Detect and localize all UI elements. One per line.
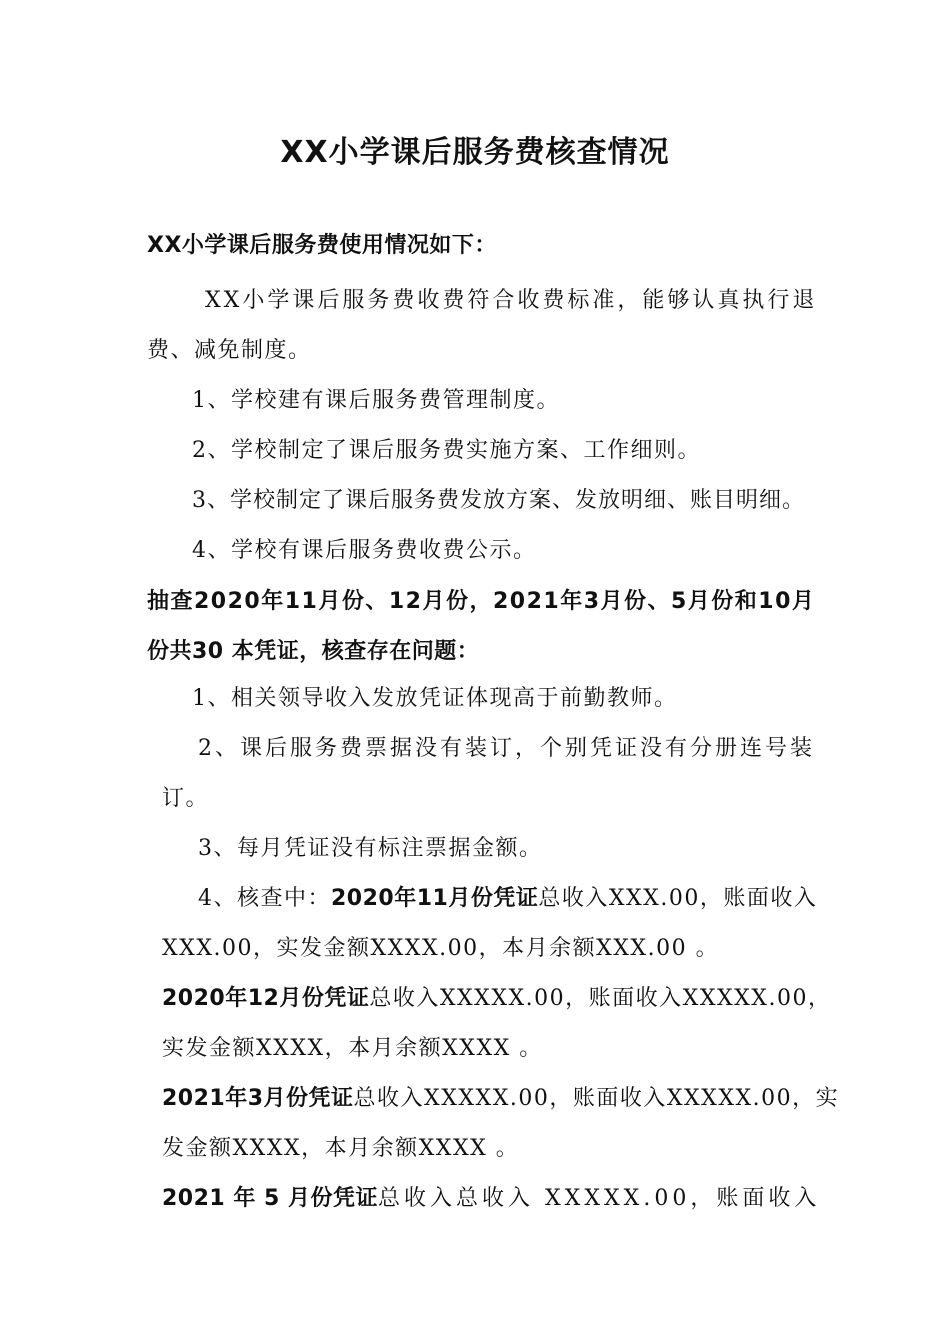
section1-heading: XX小学课后服务费使用情况如下： bbox=[147, 233, 497, 258]
section1-item-1: 1、学校建有课后服务费管理制度。 bbox=[192, 388, 560, 413]
section1-item-3: 3、学校制定了课后服务费发放方案、发放明细、账目明细。 bbox=[192, 488, 805, 513]
section2-item-2-cont: 订。 bbox=[162, 786, 210, 811]
section1-item-2: 2、学校制定了课后服务费实施方案、工作细则。 bbox=[192, 438, 701, 463]
document-title: XX小学课后服务费核查情况 bbox=[280, 135, 670, 170]
month-label-2021-03: 2021年3月份凭证 bbox=[162, 1086, 354, 1111]
check-line-2-cont: 实发金额XXXX，本月余额XXXX 。 bbox=[162, 1036, 543, 1061]
month-text-2021-05: 总收入总收入 XXXXX.00，账面收入 bbox=[378, 1186, 821, 1211]
month-text-2020-12: 总收入XXXXX.00，账面收入XXXXX.00， bbox=[369, 986, 832, 1011]
month-label-2020-12: 2020年12月份凭证 bbox=[162, 986, 370, 1011]
month-text-2021-03: 总收入XXXXX.00，账面收入XXXXX.00，实 bbox=[353, 1086, 840, 1111]
check-prefix: 4、核查中： bbox=[198, 886, 331, 911]
section2-item-2: 2、课后服务费票据没有装订，个别凭证没有分册连号装 bbox=[198, 736, 815, 761]
section2-heading-line-2: 份共30 本凭证，核查存在问题： bbox=[147, 639, 480, 664]
check-line-1 bbox=[198, 879, 817, 919]
section2-item-3: 3、每月凭证没有标注票据金额。 bbox=[198, 836, 543, 861]
section2-item-1: 1、相关领导收入发放凭证体现高于前勤教师。 bbox=[192, 686, 678, 711]
intro-line-1: XX小学课后服务费收费符合收费标准，能够认真执行退 bbox=[205, 288, 818, 313]
section1-item-4: 4、学校有课后服务费收费公示。 bbox=[192, 538, 537, 563]
intro-line-2: 费、减免制度。 bbox=[147, 338, 312, 363]
month-label-2020-11: 2020年11月份凭证 bbox=[331, 886, 539, 911]
check-line-2 bbox=[162, 979, 831, 1019]
section2-heading-line-1: 抽查2020年11月份、12月份，2021年3月份、5月份和10月 bbox=[147, 589, 816, 614]
check-line-3-cont: 发金额XXXX，本月余额XXXX 。 bbox=[162, 1136, 520, 1161]
check-line-1-cont: XXX.00，实发金额XXXX.00，本月余额XXX.00 。 bbox=[162, 936, 720, 961]
month-text-2020-11: 总收入XXX.00，账面收入 bbox=[538, 886, 818, 911]
check-line-4 bbox=[162, 1179, 820, 1219]
month-label-2021-05: 2021 年 5 月份凭证 bbox=[162, 1186, 379, 1211]
check-line-3 bbox=[162, 1079, 839, 1119]
